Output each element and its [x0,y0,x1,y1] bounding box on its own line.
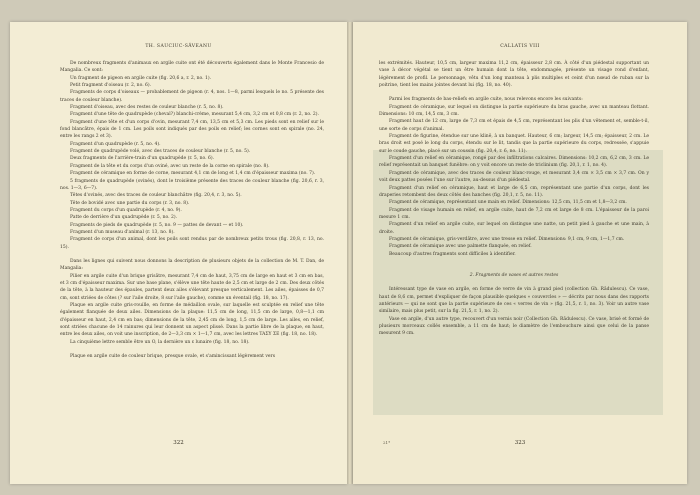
paragraph: Fragment de la tête et du corps d'un oviné, avec un reste de la corne en spirale (no. 8). [70,163,270,169]
paragraph: Fragment de céramique avec une palmette flanquée, en relief. [389,244,532,250]
paragraph: Fragment d'un museau d'animal (r. 13, no. 8). [70,229,175,235]
paragraph: les extrémités. Hauteur, 10,5 cm, largeur maxima 11,2 cm, épaisseur 2,8 cm. À côté d'un piédestal supportant un vase à décor végétal se tient un être humain dont la tête, endommagée, présente un visage rond d'enfant, légèrement de profil. Le personnage, vêtu d'un long manteau à plis multiples et ceint d'un nœud de ruban sur la poitrine, tient les mains jointes devant lui (fig. 18, no. 40). [379,61,649,89]
paragraph: Tête de bovidé avec une partie du corps (r. 3, no. 8). [70,200,190,206]
paragraph: Fragment du corps d'un quadrupède (r. 4, no. 9). [70,207,182,213]
paragraph: Fragments de pieds de quadrupède (r. 5, no. 9 — pattes de devant — et 10). [70,222,244,228]
paragraph: Fragment d'une tête et d'un corps d'ovin, mesurant 7,4 cm, 13,5 cm et 5,3 cm. Les pieds sont en relief sur le fond blancâtre, épais de 1 cm. Les poils sont indiqués par des poils en relief; les cornes sont en spirale (no. 24, entre les rangs 2 et 3). [60,119,324,140]
paragraph: Fragments de corps d'oiseaux — probablement de pigeon (r. 4, nos. 1—8, parmi lesquels le no. 5 présente des traces de couleur blanche). [60,90,324,103]
paragraph: Fragment de céramique, sur lequel on distingue la partie supérieure du bras gauche, avec un manteau flottant. Dimensions: 10 cm, 14,5 cm, 3 cm. [379,104,649,118]
paragraph: La cinquième lettre semble être un O, la dernière un ε lunaire (fig. 18, no. 18). [70,339,250,345]
paragraph: Deux fragments de l'arrière-train d'un quadrupède (r. 5, no. 6). [70,156,215,162]
signature-mark: 21* [383,440,391,445]
section-heading: 2. Fragments de vases et autres restes [469,272,559,278]
paragraph: Un fragment de pigeon en argile cuite (fig. 20,6 a, r. 2, no. 1). [70,75,212,81]
paragraph: Têtes d'ovinés, avec des traces de couleur blanchâtre (fig. 20,4, r. 3, no. 5). [70,193,242,199]
paragraph: Pilier en argile cuite d'un brique grisâtre, mesurant 7,4 cm de haut, 3,75 cm de large en haut et 3 cm en bas, et 3 cm d'épaisseur maxima. Sur une base plane, s'élève une tête haute de 2,5 cm et large de 2 cm. Des deux côtés de la tête, à la hauteur des épaules, partent deux ailes s'élevant presque verticalement. Les ailes, épaisses de 0,7 cm, sont striées de côtes (? sur l'aile droite, 8 sur l'aile gauche), comme un éventail (fig. 18, no. 17). [60,273,324,301]
left-running-head: TH. SAUCIUC-SĂVEANU [145,44,212,49]
paragraph: Fragment de céramique, avec des traces de couleur blanc-rouge, et mesurant 3,4 cm × 3,5 cm × 3,7 cm. On y voit deux pattes posées l'une sur l'autre, au-dessus d'un piédestal. [379,170,649,184]
paragraph: Fragment de quadrupède volé, avec des traces de couleur blanche (r. 5, no. 5). [70,149,251,155]
paragraph: Fragment de figurine, étendue sur une klinê, à un banquet. Hauteur, 6 cm; largeur, 14,5 cm; épaisseur, 2 cm. Le bras droit est posé le long du corps, étendu sur le lit, tandis que la partie supérieure du corps, redressée, s'appuie sur le coude gauche, placé sur un coussin (fig. 20,4, r. 6, no. 11). [379,134,649,154]
paragraph: Fragment de céramique, gris-verdâtre, avec une tresse en relief. Dimensions: 9,1 cm, 9 cm, 1—1,7 cm. [389,236,625,242]
paragraph: De nombreux fragments d'animaux en argile cuite ont été découverts également dans le Monte Francesio de Mangalia. Ce sont: [60,61,324,74]
right-page-number: 323 [514,440,526,446]
paragraph: Fragment d'un relief en argile cuite, sur lequel on distingue une natte, un petit pied à gauche et une main, à droite. [379,222,649,235]
paragraph: Dans les lignes qui suivent nous donnons la description de plusieurs objets de la collection de M. T. Dan, de Mangalia: [60,258,324,272]
paragraph: Beaucoup d'autres fragments sont difficiles à identifier. [389,251,516,257]
right-running-head: CALLATIS VIII [500,44,540,49]
right-body-text [379,60,649,338]
paragraph: 5 fragments de quadrupède (ovinés), dont le troisième présente des traces de couleur blanche (fig. 20,6, r. 3, nos. 1—3, 6—7). [60,178,324,191]
paragraph: Fragment de céramique en forme de corne, mesurant 4,1 cm de long et 1,4 cm d'épaisseur maxima (no. 7). [70,171,316,177]
paragraph: Fragment de céramique, représentant une main en relief. Dimensions: 12,5 cm, 11,5 cm et 1,8—3,2 cm. [389,200,627,206]
paragraph: Fragment de visage humain en relief, en argile cuite, haut de 7,2 cm et large de 8 cm. L'épaisseur de la paroi mesure 1 cm. [379,207,649,220]
paragraph: Vase en argile, d'un autre type, recouvert d'un vernis noir (Collection Gh. Rădulescu). Ce vase, brisé et formé de plusieurs morceaux collés ensemble, a 11 cm de haut; le diamètre de l'embouchure ainsi que celui de la panse mesurent 9 cm. [379,316,649,337]
paragraph: Fragment d'un relief en céramique, rongé par des infiltrations calcaires. Dimensions: 10,2 cm, 6,2 cm, 3 cm. Le relief représentait un banquet funèbre: on y voit encore un reste de triclinium (fig. 20,1, r. 1, no. 4). [379,156,649,169]
paragraph: Plaque en argile cuite de couleur brique, presque ovale, et s'amincissant légèrement vers [70,354,276,360]
left-body-text [60,60,324,360]
paragraph: Fragment d'un quadrupède (r. 5, no. 4). [70,141,161,147]
paragraph: Fragment d'oiseau, avec des restes de couleur blanche (r. 5, no. 8). [70,105,224,111]
paragraph: Fragment de corps d'un animal, dont les poils sont rendus par de nombreux petits trous (fig. 20,8, r. 13, no. 15). [60,237,324,250]
paragraph: Intéressant type de vase en argile, en forme de verre de vin à grand pied (collection Gh. Rădulescu). Ce vase, haut de 8,6 cm, permet d'expliquer de façon plausible quelques « couvercles » — décrits par nous dans des rapports antérieurs — qui ne sont que la partie supérieure de ces « verres de vin » (fig. 21,5, r. 1, no. 3). Voir un autre vase similaire, mais plus petit, sur la fig. 21,5, r. 1, no. 2). [379,287,649,315]
paragraph: Fragment haut de 12 cm, large de 7,3 cm et épais de 4,5 cm, représentant les plis d'un vêtement et, semble-t-il, une sorte de corps d'animal. [379,119,649,132]
left-page-number: 322 [173,440,184,446]
paragraph: Fragment d'un relief en céramique, haut et large de 6,5 cm, représentant une partie d'un corps, dont les draperies retombent des deux côtés des hanches (fig. 20,1, r. 5, no. 11). [379,185,649,198]
left-page [10,22,347,484]
paragraph: Parmi les fragments de bas-reliefs en argile cuite, nous relevons encore les suivants: [389,97,583,103]
paragraph: Patte de derrière d'un quadrupède (r. 5, no. 2). [70,215,178,221]
right-page [353,22,687,484]
paragraph: Plaque en argile cuite gris-rouille, en forme de médaillon ovale, sur laquelle est sculptée en relief une tête également flanquée de deux ailes. Dimensions de la plaque: 11,5 cm de long, 11,5 cm de large, 0,8—1,1 cm d'épaisseur en haut, 2,4 cm en bas; dimensions de la tête, 2,45 cm de long, 1,5 cm de large. Les ailes, en relief, sont striées chacune de 14 rainures qui leur donnent un aspect plissé. Dans la partie libre de la plaque, en haut, entre les deux ailes, on voit une inscription, de 2—3,3 cm × 1—1,7 cm, avec les lettres TAΣY ΣΕ (fig. 18, no. 18). [60,303,324,338]
paragraph: Petit fragment d'oiseau (r. 2, no. 6). [70,83,152,89]
paragraph: Fragment d'une tête de quadrupède (cheval?) blanchi-crème, mesurant 5,4 cm, 3,2 cm et 0,8 cm (r. 2, no. 2). [70,112,319,118]
